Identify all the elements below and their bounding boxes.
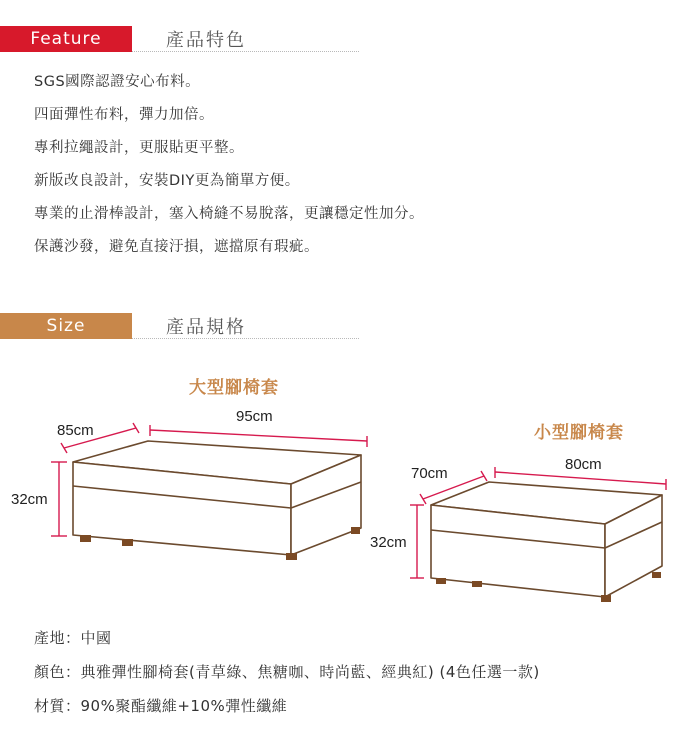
feature-item: 四面彈性布料，彈力加倍。 <box>34 107 214 123</box>
large-depth-label: 85cm <box>57 422 94 439</box>
small-ottoman-foot <box>436 578 446 584</box>
size-tag: Size <box>0 313 132 339</box>
feature-item: 新版改良設計，安裝DIY更為簡單方便。 <box>34 173 300 189</box>
spec-material: 材質：90%聚酯纖維+10%彈性纖維 <box>34 697 288 715</box>
small-ottoman-foot <box>472 581 482 587</box>
small-ottoman-foot <box>652 572 661 578</box>
large-height-label: 32cm <box>11 491 48 508</box>
large-width-label: 95cm <box>236 408 273 425</box>
spec-color: 顏色：典雅彈性腳椅套(青草綠、焦糖咖、時尚藍、經典紅) (4色任選一款) <box>34 663 540 681</box>
feature-item: 專業的止滑棒設計，塞入椅縫不易脫落，更讓穩定性加分。 <box>34 206 424 222</box>
large-ottoman-title: 大型腳椅套 <box>189 378 279 398</box>
feature-item: 保護沙發，避免直接汙損，遮擋原有瑕疵。 <box>34 239 319 255</box>
small-ottoman-title: 小型腳椅套 <box>534 423 624 443</box>
feature-item: 專利拉繩設計，更服貼更平整。 <box>34 140 244 156</box>
small-height-label: 32cm <box>370 534 407 551</box>
large-ottoman-foot <box>351 527 360 534</box>
feature-item: SGS國際認證安心布料。 <box>34 74 201 90</box>
feature-tag: Feature <box>0 26 132 52</box>
small-ottoman-foot <box>601 595 611 602</box>
small-width-label: 80cm <box>565 456 602 473</box>
small-depth-label: 70cm <box>411 465 448 482</box>
large-ottoman-foot <box>286 553 297 560</box>
spec-origin: 產地：中國 <box>34 629 112 647</box>
large-ottoman-foot <box>80 535 91 542</box>
large-ottoman-foot <box>122 539 133 546</box>
large-width-line <box>150 430 367 441</box>
small-width-line <box>495 472 666 484</box>
feature-title: 產品特色 <box>166 30 246 51</box>
size-title: 產品規格 <box>166 317 246 338</box>
